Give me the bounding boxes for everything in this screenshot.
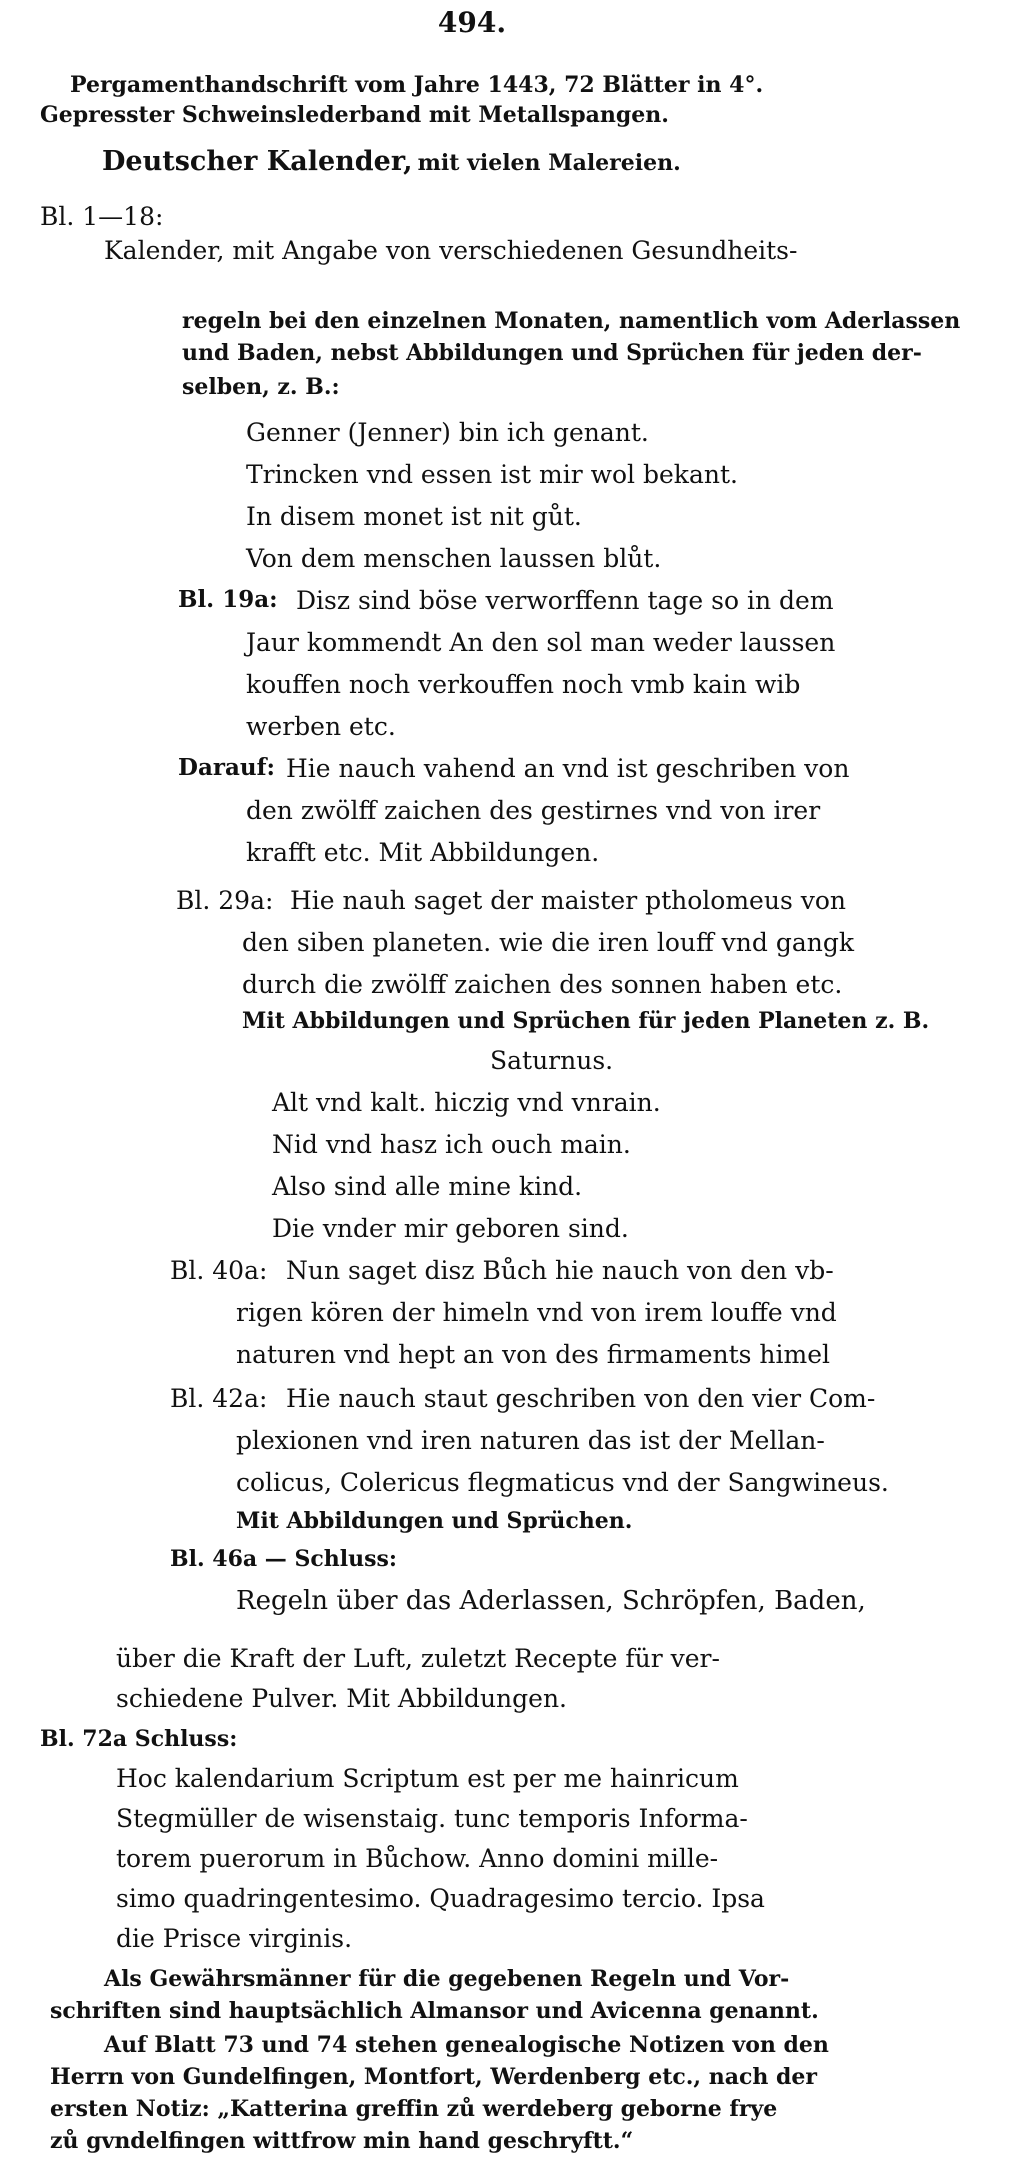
darauf-line-3: krafft etc. Mit Abbildungen.: [246, 838, 600, 867]
catalog-title: [102, 146, 681, 177]
verse-2-line-2: Nid vnd hasz ich ouch main.: [272, 1130, 631, 1159]
kalender-heading: Kalender, mit Angabe von verschiedenen Gesundheits-: [104, 236, 798, 265]
darauf-line-2: den zwölff zaichen des gestirnes vnd von irer: [246, 796, 821, 825]
verse-2-line-1: Alt vnd kalt. hiczig vnd vnrain.: [272, 1088, 661, 1117]
saturnus-heading: Saturnus.: [490, 1046, 614, 1075]
bl40-line-2: rigen kören der himeln vnd von irem louffe vnd: [236, 1298, 837, 1327]
note-1-line-1: Als Gewährsmänner für die gegebenen Regeln und Vor-: [104, 1966, 790, 1992]
note-1-line-2: schriften sind hauptsächlich Almansor und Avicenna genannt.: [50, 1998, 819, 2024]
ref-bl-42: Bl. 42a:: [170, 1384, 268, 1413]
note-2-line-2: Herrn von Gundelfingen, Montfort, Werdenberg etc., nach der: [50, 2064, 818, 2090]
bl72-line-3: torem puerorum in Bůchow. Anno domini mille-: [116, 1844, 719, 1873]
header-line-2: Gepresster Schweinslederband mit Metallspangen.: [40, 102, 669, 128]
catalog-title-bold: Deutscher Kalender,: [102, 146, 413, 177]
bl42-line-2: plexionen vnd iren naturen das ist der Mellan-: [236, 1426, 825, 1455]
bl46-line-3: schiedene Pulver. Mit Abbildungen.: [116, 1684, 567, 1713]
verse-1-line-1: Genner (Jenner) bin ich genant.: [246, 418, 649, 447]
ref-bl-29: Bl. 29a:: [176, 886, 274, 915]
kalender-line-1: [182, 308, 961, 334]
bl40-line-3: naturen vnd hept an von des firmaments himel: [236, 1340, 831, 1369]
bl42-line-3: colicus, Colericus flegmaticus vnd der Sangwineus.: [236, 1468, 889, 1497]
catalog-title-rest: mit vielen Malereien.: [417, 150, 681, 176]
verse-1-line-2: Trincken vnd essen ist mir wol bekant.: [246, 460, 738, 489]
note-2-line-4: zů gvndelfingen wittfrow min hand geschryftt.“: [50, 2128, 634, 2154]
darauf-line-1: Hie nauch vahend an vnd ist geschriben von: [286, 754, 850, 783]
kalender-line-3: selben, z. B.:: [182, 374, 340, 400]
verse-1-line-3: In disem monet ist nit gůt.: [246, 502, 582, 531]
verse-1-line-4: Von dem menschen laussen blůt.: [246, 544, 662, 573]
bl29-line-2: den siben planeten. wie die iren louff vnd gangk: [242, 928, 855, 957]
bl29-line-1: Hie nauh saget der maister ptholomeus von: [290, 886, 846, 915]
bl46-line-2: über die Kraft der Luft, zuletzt Recepte für ver-: [116, 1644, 720, 1673]
kalender-line-2: und Baden, nebst Abbildungen und Sprüchen für jeden der-: [182, 340, 922, 366]
bl19-line-3: kouffen noch verkouffen noch vmb kain wib: [246, 670, 801, 699]
bl72-line-4: simo quadringentesimo. Quadragesimo tercio. Ipsa: [116, 1884, 765, 1913]
bl29-line-3: durch die zwölff zaichen des sonnen haben etc.: [242, 970, 843, 999]
header-line-1: Pergamenthandschrift vom Jahre 1443, 72 Blätter in 4°.: [70, 72, 764, 98]
bl72-line-5: die Prisce virginis.: [116, 1924, 353, 1953]
ref-bl-72: Bl. 72a Schluss:: [40, 1726, 238, 1752]
bl29-line-4: Mit Abbildungen und Sprüchen für jeden Planeten z. B.: [242, 1008, 930, 1034]
bl19-line-2: Jaur kommendt An den sol man weder laussen: [246, 628, 836, 657]
bl46-line-1: Regeln über das Aderlassen, Schröpfen, Baden,: [236, 1586, 866, 1616]
bl19-line-4: werben etc.: [246, 712, 396, 741]
verse-2-line-3: Also sind alle mine kind.: [272, 1172, 583, 1201]
ref-bl-40: Bl. 40a:: [170, 1256, 268, 1285]
bl40-line-1: Nun saget disz Bůch hie nauch von den vb-: [286, 1256, 834, 1285]
bl42-line-4: Mit Abbildungen und Sprüchen.: [236, 1508, 633, 1534]
verse-2-line-4: Die vnder mir geboren sind.: [272, 1214, 629, 1243]
bl19-line-1: Disz sind böse verworffenn tage so in dem: [296, 586, 834, 615]
text: regeln bei den einzelnen Monaten, namentlich vom Aderlassen: [182, 308, 961, 334]
bl72-line-1: Hoc kalendarium Scriptum est per me hainricum: [116, 1764, 739, 1793]
ref-bl-46: Bl. 46a — Schluss:: [170, 1546, 397, 1572]
bl42-line-1: Hie nauch staut geschriben von den vier Com-: [286, 1384, 876, 1413]
ref-darauf: Darauf:: [178, 754, 275, 781]
bl72-line-2: Stegmüller de wisenstaig. tunc temporis Informa-: [116, 1804, 748, 1833]
note-2-line-3: ersten Notiz: „Katterina greffin zů werdeberg geborne frye: [50, 2096, 778, 2122]
ref-bl-1-18: Bl. 1—18:: [40, 202, 164, 231]
page-number: 494.: [437, 6, 507, 39]
ref-bl-19: Bl. 19a:: [178, 586, 278, 613]
note-2-line-1: Auf Blatt 73 und 74 stehen genealogische Notizen von den: [104, 2032, 829, 2058]
